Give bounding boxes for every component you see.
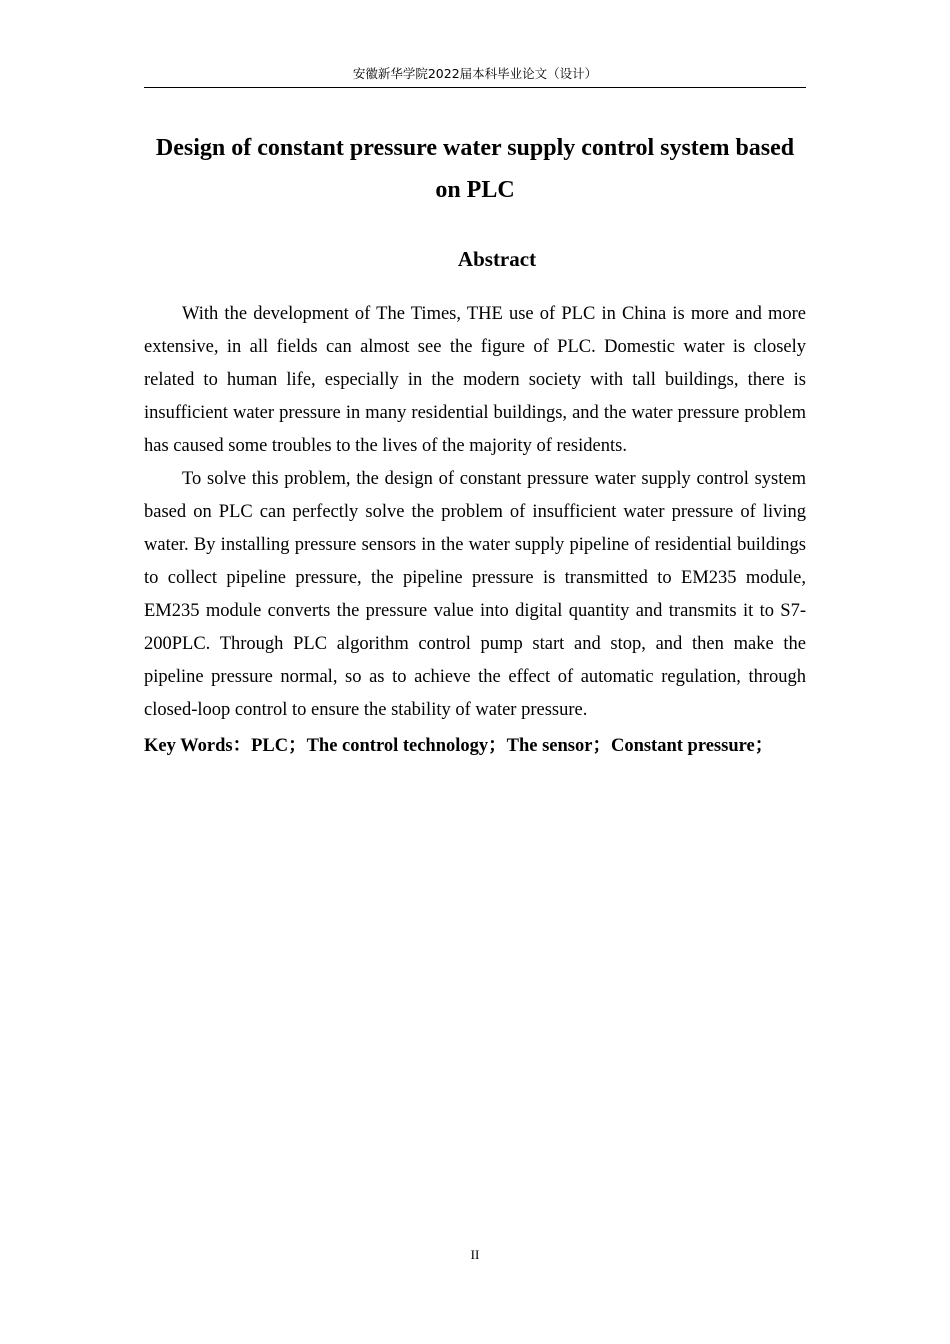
header-rule <box>144 87 806 88</box>
paper-title <box>144 127 806 211</box>
paper-title-line-2: on PLC <box>435 177 515 203</box>
abstract-body <box>144 298 806 727</box>
keywords-line: Key Words：PLC；The control technology；The sensor；Constant pressure； <box>144 736 774 756</box>
paper-title-line-1: Design of constant pressure water supply control system based <box>155 135 795 161</box>
page-number: II <box>470 1247 480 1262</box>
abstract-heading: Abstract <box>457 247 537 271</box>
abstract-paragraph-2: To solve this problem, the design of constant pressure water supply control system based on PLC can perfectly solve the problem of insufficient water pressure of living water. By installing pressure sensors in the water supply pipeline of residential buildings to collect pipeline pressure, the pipeline pressure is transmitted to EM235 module, EM235 module converts the pressure value into digital quantity and transmits it to S7-200PLC. Through PLC algorithm control pump start and stop, and then make the pipeline pressure normal, so as to achieve the effect of automatic regulation, through closed-loop control to ensure the stability of water pressure. <box>144 469 806 720</box>
abstract-paragraph-1: With the development of The Times, THE use of PLC in China is more and more extensive, in all fields can almost see the figure of PLC. Domestic water is closely related to human life, especially in the modern society with tall buildings, there is insufficient water pressure in many residential buildings, and the water pressure problem has caused some troubles to the lives of the majority of residents. <box>144 304 806 456</box>
running-header: 安徽新华学院2022届本科毕业论文（设计） <box>352 66 598 81</box>
